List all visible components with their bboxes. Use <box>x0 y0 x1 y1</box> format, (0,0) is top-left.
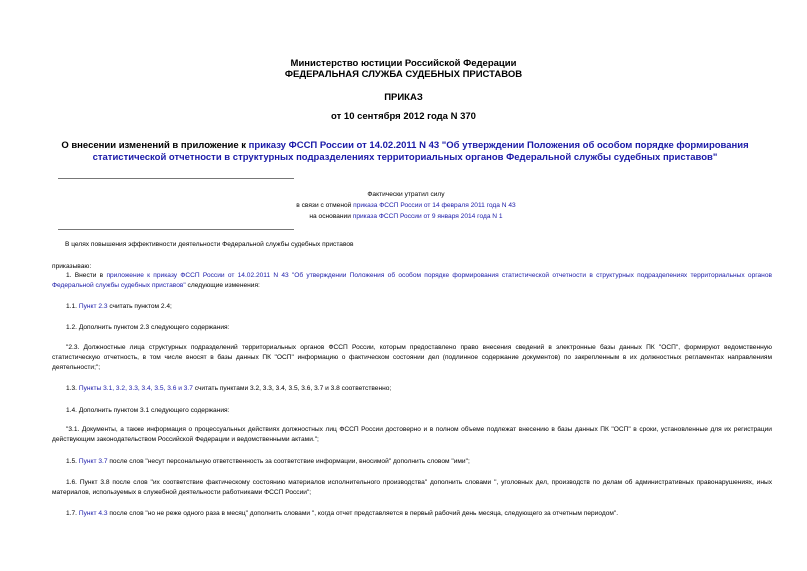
item-1-1-link[interactable]: Пункт 2.3 <box>78 303 108 310</box>
preamble: В целях повышения эффективности деятельности Федеральной службы судебных приставов <box>65 241 354 248</box>
status-note-line1: Фактически утратил силу <box>367 191 445 198</box>
item-1-1 <box>52 302 772 312</box>
basis-order-link[interactable]: приказа ФССП России от 9 января 2014 года N 1 <box>352 213 503 220</box>
item-1-3 <box>52 384 772 394</box>
item-1-7-link[interactable]: Пункт 4.3 <box>78 510 108 517</box>
item-1-3-suffix: считать пунктами 3.2, 3.3, 3.4, 3.5, 3.6, 3.7 и 3.8 соответственно; <box>192 385 392 392</box>
item-1-4: 1.4. Дополнить пунктом 3.1 следующего содержания: <box>66 407 230 414</box>
item-1-5-suffix: после слов "несут персональную ответственность за соответствие информации, вносимой" дополнить словом "ими"; <box>107 458 470 465</box>
document-subject <box>60 140 750 164</box>
doc-type: ПРИКАЗ <box>384 92 423 103</box>
quote-2-3: "2.3. Должностные лица структурных подразделений территориальных органов ФССП России, которым предоставлено право внесения сведений в электронные базы данных ПК "ОСП", формируют ведомственную статистическую отчетность, в том числе вносят в базы данных ПК "ОСП" информацию о фактическом состоянии дел (подлинное содержание документов) по закрепленным в их должностных регламентах направлениям деятельности;"; <box>52 344 772 371</box>
item-1-suffix: следующие изменения: <box>185 282 260 289</box>
status-note-line3 <box>236 211 576 222</box>
status-note-line2 <box>236 200 576 211</box>
item-1-7-suffix: после слов "но не реже одного раза в месяц" дополнить словами ", когда отчет представляется в первый рабочий день месяца, следующего за отчетным периодом". <box>107 510 619 517</box>
item-1-3-links[interactable]: Пункты 3.1, 3.2, 3.3, 3.4, 3.5, 3.6 и 3.7 <box>78 385 193 392</box>
subject-prefix: О внесении изменений в приложение к <box>61 140 249 151</box>
item-1-5-link[interactable]: Пункт 3.7 <box>78 458 108 465</box>
order-word: приказываю: <box>52 263 92 270</box>
item-1-6: 1.6. Пункт 3.8 после слов "их соответствие фактическому состоянию материалов исполнительного производства" дополнить словами ", уголовных дел, производств по делам об административных правонарушениях, иных материалов, используемых в служебной деятельности работниками ФССП России"; <box>52 479 772 496</box>
item-1-1-suffix: считать пунктом 2.4; <box>107 303 172 310</box>
item-1-5 <box>52 457 772 467</box>
item-1-link[interactable]: приложение к приказу ФССП России от 14.02.2011 N 43 "Об утверждении Положения об особом порядке формирования статистической отчетности в структурных подразделениях территориальных органов Федеральной службы судебных приставов" <box>52 272 772 289</box>
item-1-5-prefix: 1.5. <box>66 458 79 465</box>
item-1-7 <box>52 509 772 519</box>
item-1-2: 1.2. Дополнить пунктом 2.3 следующего содержания: <box>66 324 230 331</box>
repeal-order-link[interactable]: приказа ФССП России от 14 февраля 2011 года N 43 <box>353 202 516 209</box>
quote-3-1: "3.1. Документы, а также информация о процессуальных действиях должностных лиц ФССП России достоверно и в полном объеме подлежат внесению в базы данных ПК "ОСП" в сроки, установленные для их регистрации действующим законодательством Российской Федерации и ведомственными актами."; <box>52 426 772 443</box>
ministry-title: Министерство юстиции Российской Федерации <box>290 58 517 69</box>
item-1-prefix: 1. Внести в <box>66 272 107 279</box>
doc-date: от 10 сентября 2012 года N 370 <box>331 111 476 122</box>
item-1-7-prefix: 1.7. <box>66 510 79 517</box>
status-note-line3-text: на основании <box>309 213 353 220</box>
item-1-1-prefix: 1.1. <box>66 303 79 310</box>
item-1-3-prefix: 1.3. <box>66 385 79 392</box>
divider-bottom <box>58 229 294 230</box>
divider-top <box>58 178 294 179</box>
service-title: ФЕДЕРАЛЬНАЯ СЛУЖБА СУДЕБНЫХ ПРИСТАВОВ <box>284 69 523 80</box>
subject-link[interactable]: приказу ФССП России от 14.02.2011 N 43 "Об утверждении Положения об особом порядке формирования статистической отчетности в структурных подразделениях территориальных органов Федеральной службы судебных приставов" <box>92 140 749 163</box>
status-note-line2-text: в связи с отменой <box>296 202 354 209</box>
item-1 <box>52 271 772 291</box>
